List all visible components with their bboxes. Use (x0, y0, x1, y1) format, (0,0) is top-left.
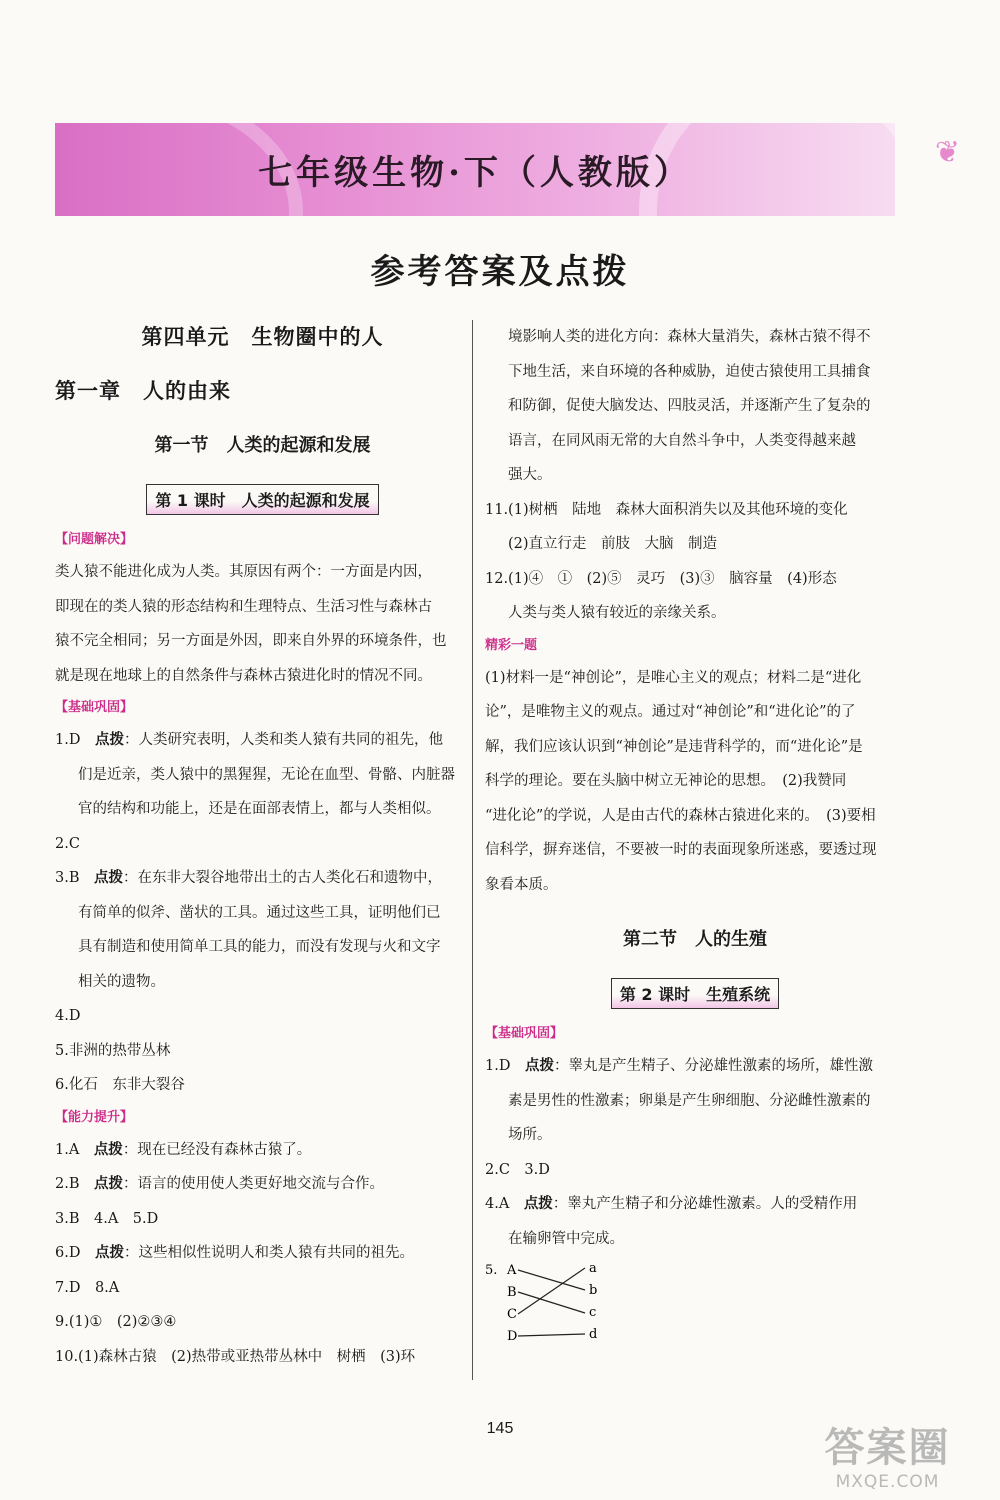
watermark-url: MXQE.COM (835, 1472, 940, 1492)
answer-line: 5.非洲的热带丛林 (55, 1042, 171, 1059)
section-tag: 精彩一题 (485, 637, 538, 653)
dianbo-label: 点拨 (523, 1196, 553, 1212)
text-line: 象看本质。 (485, 876, 558, 893)
left-column (55, 320, 470, 1374)
answer-line (55, 1236, 470, 1271)
answer-line: 10.(1)森林古猿 (2)热带或亚热带丛林中 树栖 (3)环 (55, 1348, 416, 1365)
lesson-title: 第 1 课时 人类的起源和发展 (146, 484, 378, 515)
text-line: 场所。 (508, 1127, 552, 1143)
answer-line: 11.(1)树栖 陆地 森林大面积消失以及其他环境的变化 (485, 501, 848, 518)
matching-right-c: c (589, 1305, 597, 1320)
text-line: 猿不完全相同；另一方面是外因，即来自外界的环境条件，也 (55, 633, 447, 649)
text-line: 就是现在地球上的自然条件与森林古猿进化时的情况不同。 (55, 667, 432, 684)
answer-number: 6.D (55, 1245, 95, 1261)
answer-line: 6.化石 东非大裂谷 (55, 1077, 185, 1093)
text-line: (2)直立行走 前肢 大脑 制造 (508, 536, 718, 552)
answer-number: 2.B (55, 1176, 94, 1192)
matching-number: 5. (485, 1263, 498, 1278)
dianbo-label: 点拨 (94, 870, 123, 886)
answer-line: 12.(1)④ ① (2)⑤ 灵巧 (3)③ 脑容量 (4)形态 (485, 570, 837, 587)
matching-right-b: b (589, 1283, 598, 1298)
matching-left-D: D (507, 1329, 518, 1344)
text-line: 人类与类人猿有较近的亲缘关系。 (508, 605, 726, 621)
answer-line (55, 723, 470, 758)
answer-text: ：睾丸是产生精子、分泌雄性激素的场所，雄性激 (553, 1058, 873, 1074)
answer-number: 3.B (55, 870, 94, 886)
matching-lines (485, 1260, 625, 1350)
answer-line (485, 1049, 905, 1084)
watermark-logo (795, 1425, 980, 1495)
section-tag: 【基础巩固】 (485, 1026, 564, 1041)
answer-number: 1.D (55, 732, 95, 748)
section-title: 第一节 人类的起源和发展 (154, 435, 371, 456)
answer-line: 2.C 3.D (485, 1161, 550, 1178)
lesson-title: 第 2 课时 生殖系统 (611, 978, 779, 1009)
dianbo-label: 点拨 (524, 1058, 554, 1074)
answer-line (485, 1187, 905, 1222)
match-line-B-c (518, 1292, 585, 1313)
section-tag: 【能力提升】 (55, 1109, 134, 1125)
matching-right-a: a (589, 1261, 597, 1276)
text-line: 素是男性的性激素；卵巢是产生卵细胞、分泌雌性激素的 (508, 1092, 871, 1109)
matching-left-A: A (507, 1263, 517, 1278)
dianbo-label: 点拨 (94, 1176, 123, 1192)
title-banner (55, 123, 895, 216)
text-line: 类人猿不能进化成为人类。其原因有两个：一方面是内因， (55, 564, 432, 580)
text-line: (1)材料一是“神创论”，是唯心主义的观点；材料二是“进化 (485, 669, 862, 686)
dianbo-label: 点拨 (94, 732, 124, 748)
answer-line: 2.C (55, 835, 80, 852)
answer-text: ：这些相似性说明人和类人猿有共同的祖先。 (123, 1245, 414, 1261)
answer-text: ：现在已经没有森林古猿了。 (122, 1141, 312, 1158)
text-line: 解，我们应该认识到“神创论”是违背科学的，而“进化论”是 (485, 738, 863, 755)
page-title: 参考答案及点拨 (370, 252, 630, 292)
answer-line: 7.D 8.A (55, 1279, 120, 1296)
answer-line: 3.B 4.A 5.D (55, 1210, 159, 1227)
match-line-A-b (518, 1270, 585, 1290)
answer-number: 4.A (485, 1196, 524, 1212)
answer-line: 4.D (55, 1008, 81, 1024)
matching-left-C: C (507, 1307, 517, 1322)
text-line: 们是近亲，类人猿中的黑猩猩，无论在血型、骨骼、内脏器 (78, 766, 455, 783)
section-tag: 【问题解决】 (55, 532, 134, 547)
text-line: 语言，在同风雨无常的大自然斗争中，人类变得越来越 (508, 432, 856, 449)
text-line: 下地生活，来自环境的各种威胁，迫使古猿使用工具捕食 (508, 363, 871, 380)
banner-title: 七年级生物·下（人教版） (258, 153, 692, 193)
butterfly-icon: ❦ (934, 135, 960, 170)
text-line: 境影响人类的进化方向：森林大量消失，森林古猿不得不 (508, 329, 871, 345)
section-tag: 【基础巩固】 (55, 700, 134, 715)
watermark-text: 答案圈 (824, 1425, 951, 1471)
text-line: 官的结构和功能上，还是在面部表情上，都与人类相似。 (78, 801, 441, 817)
text-line: 即现在的类人猿的形态结构和生理特点、生活习性与森林古 (55, 598, 432, 615)
answer-text: ：人类研究表明，人类和类人猿有共同的祖先，他 (123, 732, 443, 748)
unit-title: 第四单元 生物圈中的人 (141, 325, 384, 349)
matching-left-B: B (507, 1285, 517, 1300)
answer-text: ：语言的使用使人类更好地交流与合作。 (123, 1176, 384, 1192)
answer-number: 1.A (55, 1141, 94, 1158)
text-line: “进化论”的学说，人是由古代的森林古猿进化来的。 (3)要相 (485, 807, 876, 824)
right-column (485, 320, 905, 1350)
answer-text: ：睾丸产生精子和分泌雄性激素。人的受精作用 (552, 1196, 858, 1212)
text-line: 在输卵管中完成。 (508, 1230, 624, 1247)
dianbo-label: 点拨 (93, 1141, 123, 1158)
chapter-title: 第一章 人的由来 (55, 379, 231, 403)
answer-line: 9.(1)① (2)②③④ (55, 1314, 177, 1330)
matching-diagram (485, 1260, 625, 1350)
text-line: 信科学，摒弃迷信，不要被一时的表面现象所迷惑，要透过现 (485, 842, 877, 858)
match-line-C-a (518, 1268, 585, 1314)
text-line: 具有制造和使用简单工具的能力，而没有发现与火和文字 (78, 939, 441, 955)
answer-line (55, 1167, 470, 1202)
text-line: 科学的理论。要在头脑中树立无神论的思想。 (2)我赞同 (485, 773, 847, 789)
answer-text: ：在东非大裂谷地带出土的古人类化石和遗物中， (123, 870, 442, 886)
answer-line (55, 1133, 470, 1168)
match-line-D-d (518, 1334, 585, 1336)
text-line: 相关的遗物。 (78, 973, 165, 990)
answer-line (55, 861, 470, 896)
text-line: 论”，是唯物主义的观点。通过对“神创论”和“进化论”的了 (485, 704, 856, 720)
text-line: 和防御，促使大脑发达、四肢灵活，并逐渐产生了复杂的 (508, 398, 871, 414)
answer-number: 1.D (485, 1058, 525, 1074)
column-divider (472, 320, 473, 1380)
text-line: 强大。 (508, 467, 552, 483)
dianbo-label: 点拨 (94, 1245, 124, 1261)
page-number: 145 (486, 1420, 514, 1437)
text-line: 有简单的似斧、凿状的工具。通过这些工具，证明他们已 (78, 904, 441, 921)
section-title: 第二节 人的生殖 (623, 929, 767, 950)
matching-right-d: d (589, 1327, 598, 1342)
